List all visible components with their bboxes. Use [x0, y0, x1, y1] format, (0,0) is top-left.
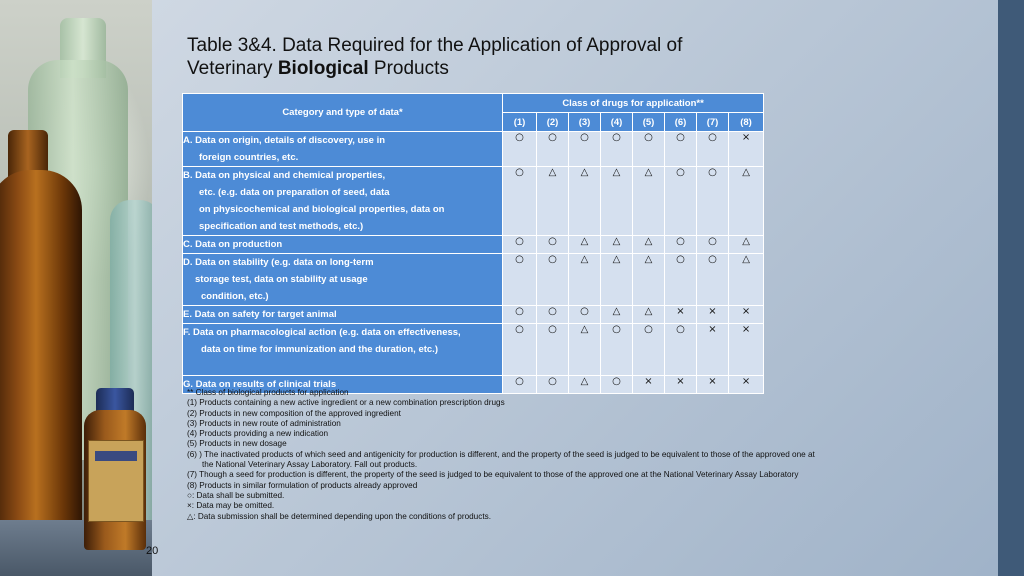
requirement-mark: △: [569, 254, 601, 306]
footnote-line: (5) Products in new dosage: [187, 439, 287, 449]
bottles-photo: [0, 0, 152, 576]
column-header: (5): [633, 113, 665, 132]
requirement-mark: ○: [537, 306, 569, 324]
requirement-mark: △: [569, 167, 601, 236]
title-line2-pre: Veterinary: [187, 58, 278, 79]
requirement-mark: ○: [569, 132, 601, 167]
requirement-mark: ○: [503, 376, 537, 394]
category-cell: [183, 132, 503, 167]
requirement-mark: ×: [697, 324, 729, 376]
category-line: B. Data on physical and chemical properties,: [183, 170, 386, 181]
requirement-mark: ○: [633, 324, 665, 376]
category-cell: [183, 236, 503, 254]
requirement-mark: △: [601, 254, 633, 306]
column-header: (4): [601, 113, 633, 132]
requirement-mark: △: [633, 254, 665, 306]
requirement-mark: ○: [665, 324, 697, 376]
category-cell: [183, 254, 503, 306]
category-cell: [183, 306, 503, 324]
slide-title: [187, 34, 887, 80]
requirement-mark: ○: [503, 132, 537, 167]
category-line: storage test, data on stability at usage: [195, 274, 368, 285]
page-number: 20: [146, 545, 159, 557]
category-cell: [183, 324, 503, 376]
footnote-line: (8) Products in similar formulation of products already approved: [187, 480, 418, 490]
column-header: (2): [537, 113, 569, 132]
footnote-line: (1) Products containing a new active ingredient or a new combination prescription drugs: [187, 398, 505, 408]
column-header: (1): [503, 113, 537, 132]
column-header: (6): [665, 113, 697, 132]
footnote-line: (6) ) The inactivated products of which seed and antigenicity for production is different, and the property of the seed is judged to be equivalent to those of the approved one at: [187, 449, 815, 459]
column-header: (8): [729, 113, 764, 132]
requirement-mark: ×: [729, 132, 764, 167]
category-line: condition, etc.): [201, 291, 269, 302]
footnote-line: (7) Though a seed for production is different, the property of the seed is judged to be equivalent to those of the approved one at the National Veterinary Assay Laboratory: [187, 470, 799, 480]
requirement-mark: ○: [537, 254, 569, 306]
requirement-mark: ○: [503, 236, 537, 254]
requirement-mark: △: [569, 236, 601, 254]
header-category: Category and type of data*: [183, 94, 503, 132]
requirement-mark: ○: [503, 306, 537, 324]
right-accent-bar: [998, 0, 1024, 576]
footnote-line: △: Data submission shall be determined depending upon the conditions of products.: [187, 511, 491, 521]
requirement-mark: ○: [537, 324, 569, 376]
footnote-line: (3) Products in new route of administration: [187, 418, 341, 428]
data-requirements-table: [182, 93, 764, 394]
requirement-mark: △: [537, 167, 569, 236]
requirement-mark: ○: [503, 254, 537, 306]
requirement-mark: △: [729, 236, 764, 254]
requirement-mark: ○: [601, 132, 633, 167]
requirement-mark: ○: [569, 306, 601, 324]
requirement-mark: ○: [503, 167, 537, 236]
category-line: specification and test methods, etc.): [199, 221, 364, 232]
requirement-mark: ○: [537, 132, 569, 167]
requirement-mark: ×: [729, 306, 764, 324]
category-cell: [183, 167, 503, 236]
table-row: [183, 132, 764, 167]
requirement-mark: ×: [633, 376, 665, 394]
requirement-mark: ×: [729, 376, 764, 394]
requirement-mark: ○: [697, 236, 729, 254]
requirement-mark: △: [633, 306, 665, 324]
footnote-line: (4) Products providing a new indication: [187, 429, 329, 439]
category-line: foreign countries, etc.: [199, 152, 299, 163]
requirement-mark: △: [569, 376, 601, 394]
category-line: on physicochemical and biological properties, data on: [199, 204, 445, 215]
category-line: C. Data on production: [183, 239, 283, 250]
requirement-mark: △: [601, 236, 633, 254]
category-line: [183, 358, 502, 375]
requirement-mark: ○: [537, 236, 569, 254]
title-line2-post: Products: [368, 58, 449, 79]
header-class: Class of drugs for application**: [503, 94, 764, 113]
footnote-line: ×: Data may be omitted.: [187, 501, 275, 511]
title-line1: Table 3&4. Data Required for the Application of Approval of: [187, 35, 683, 56]
requirement-mark: △: [601, 167, 633, 236]
footnote-line: (2) Products in new composition of the approved ingredient: [187, 408, 401, 418]
requirement-mark: ○: [503, 324, 537, 376]
requirement-mark: △: [729, 254, 764, 306]
requirement-mark: ×: [665, 306, 697, 324]
requirement-mark: ○: [665, 254, 697, 306]
table-row: [183, 167, 764, 236]
category-line: F. Data on pharmacological action (e.g. data on effectiveness,: [183, 327, 461, 338]
requirement-mark: ○: [665, 167, 697, 236]
title-line2-bold: Biological: [277, 58, 369, 79]
requirement-mark: ×: [697, 376, 729, 394]
requirement-mark: △: [633, 236, 665, 254]
requirement-mark: ○: [697, 167, 729, 236]
footnote-line: the National Veterinary Assay Laboratory. Fall out products.: [202, 460, 418, 470]
requirement-mark: ○: [697, 254, 729, 306]
table-row: [183, 306, 764, 324]
requirement-mark: ×: [697, 306, 729, 324]
requirement-mark: ×: [665, 376, 697, 394]
requirement-mark: ○: [665, 132, 697, 167]
requirement-mark: ○: [537, 376, 569, 394]
table-row: [183, 236, 764, 254]
table-row: [183, 254, 764, 306]
requirement-mark: ○: [633, 132, 665, 167]
requirement-mark: ○: [665, 236, 697, 254]
requirement-mark: ○: [697, 132, 729, 167]
requirement-mark: △: [569, 324, 601, 376]
requirement-mark: △: [601, 306, 633, 324]
column-header: (7): [697, 113, 729, 132]
footnote-line: ○: Data shall be submitted.: [187, 490, 285, 500]
footnotes: [187, 388, 907, 522]
requirement-mark: △: [633, 167, 665, 236]
category-line: A. Data on origin, details of discovery, use in: [183, 135, 386, 146]
category-line: etc. (e.g. data on preparation of seed, data: [199, 187, 390, 198]
requirement-mark: ○: [601, 376, 633, 394]
requirement-mark: ○: [601, 324, 633, 376]
requirement-mark: △: [729, 167, 764, 236]
footnote-line: ** Class of biological products for application: [187, 388, 349, 397]
category-line: E. Data on safety for target animal: [183, 309, 337, 320]
category-line: D. Data on stability (e.g. data on long-term: [183, 257, 374, 268]
table-row: [183, 324, 764, 376]
requirement-mark: ×: [729, 324, 764, 376]
column-header: (3): [569, 113, 601, 132]
category-line: data on time for immunization and the duration, etc.): [201, 344, 438, 355]
category-line: G. Data on results of clinical trials: [183, 379, 337, 390]
